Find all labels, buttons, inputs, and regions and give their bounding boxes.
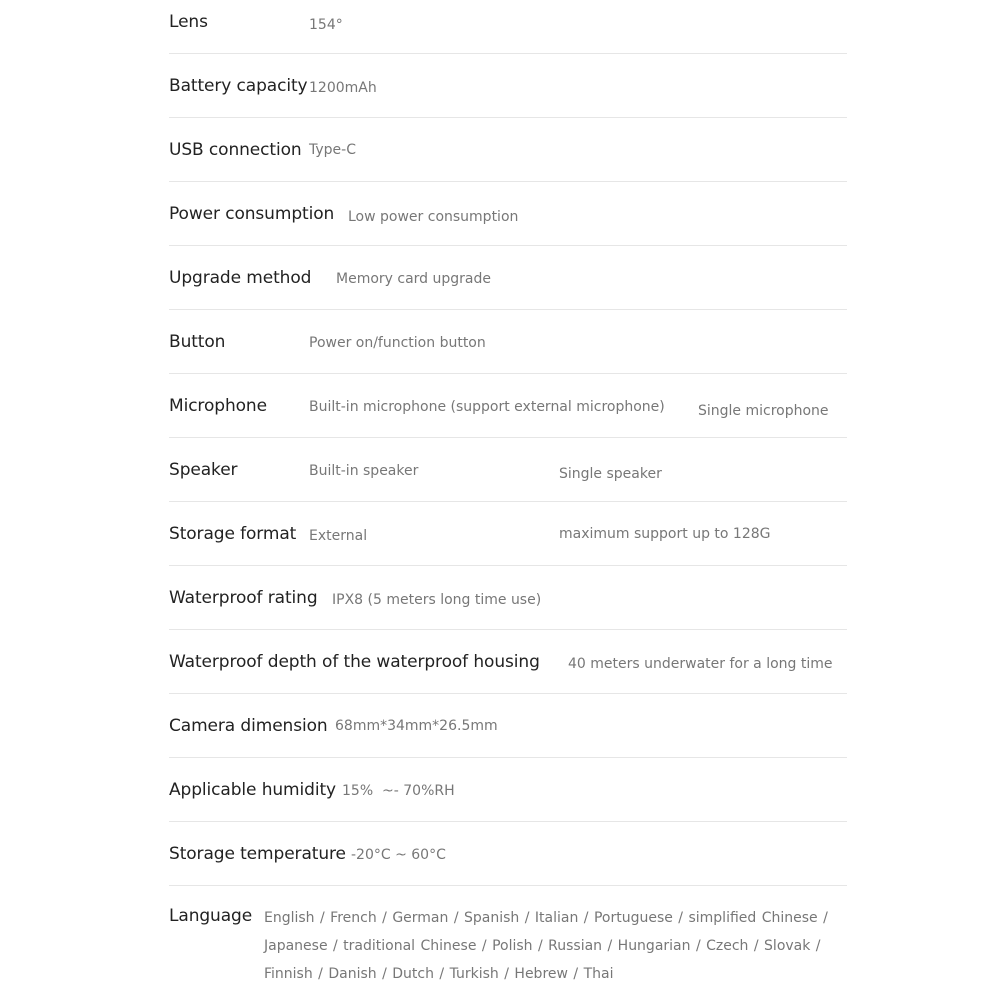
spec-label: Lens xyxy=(169,12,208,32)
spec-value: Built-in microphone (support external microphone) xyxy=(309,399,665,415)
spec-value-secondary: maximum support up to 128G xyxy=(559,526,771,542)
spec-value: External xyxy=(309,528,368,544)
spec-value: 154° xyxy=(309,17,343,33)
spec-value: Memory card upgrade xyxy=(336,271,491,287)
spec-row-microphone xyxy=(169,374,847,438)
spec-row-lens xyxy=(169,0,847,54)
spec-value: 15% ~- 70%RH xyxy=(342,783,455,799)
spec-label: Button xyxy=(169,332,226,352)
spec-label: Storage format xyxy=(169,524,297,544)
spec-value: IPX8 (5 meters long time use) xyxy=(332,592,542,608)
spec-row-applicable-humidity xyxy=(169,758,847,822)
spec-label: Camera dimension xyxy=(169,716,328,736)
spec-value: Low power consumption xyxy=(348,209,519,225)
spec-label: Storage temperature xyxy=(169,844,346,864)
spec-label: Waterproof rating xyxy=(169,588,318,608)
spec-label: USB connection xyxy=(169,140,302,160)
spec-row-storage-format xyxy=(169,502,847,566)
spec-value-secondary: Single microphone xyxy=(698,403,829,419)
spec-value-language-list: English / French / German / Spanish / Italian / Portuguese / simplified Chinese / Japanese / traditional Chinese / Polish / Russian / Hungarian / Czech / Slovak / Finnish / Danish / Dutch / Turkish / Hebrew / Thai xyxy=(264,910,828,982)
spec-row-button xyxy=(169,310,847,374)
spec-value: Power on/function button xyxy=(309,335,486,351)
spec-row-battery-capacity xyxy=(169,54,847,118)
spec-value: 68mm*34mm*26.5mm xyxy=(335,718,498,734)
spec-value: Type-C xyxy=(309,142,356,158)
spec-row-usb-connection xyxy=(169,118,847,182)
spec-label: Waterproof depth of the waterproof housing xyxy=(169,652,540,672)
spec-label: Applicable humidity xyxy=(169,780,336,800)
spec-value: Built-in speaker xyxy=(309,463,419,479)
spec-value: 40 meters underwater for a long time xyxy=(568,656,833,672)
spec-label: Language xyxy=(169,906,253,926)
spec-label: Microphone xyxy=(169,396,267,416)
spec-row-power-consumption xyxy=(169,182,847,246)
spec-table xyxy=(169,0,847,998)
spec-value: 1200mAh xyxy=(309,80,377,96)
spec-row-camera-dimension xyxy=(169,694,847,758)
spec-label: Speaker xyxy=(169,460,238,480)
spec-row-waterproof-rating xyxy=(169,566,847,630)
spec-label: Power consumption xyxy=(169,204,335,224)
spec-label: Upgrade method xyxy=(169,268,312,288)
spec-row-language xyxy=(169,886,847,998)
spec-value: -20°C ~ 60°C xyxy=(351,847,446,863)
spec-row-storage-temperature xyxy=(169,822,847,886)
spec-label: Battery capacity xyxy=(169,76,308,96)
spec-row-upgrade-method xyxy=(169,246,847,310)
spec-value-secondary: Single speaker xyxy=(559,466,662,482)
spec-row-waterproof-depth xyxy=(169,630,847,694)
spec-row-speaker xyxy=(169,438,847,502)
